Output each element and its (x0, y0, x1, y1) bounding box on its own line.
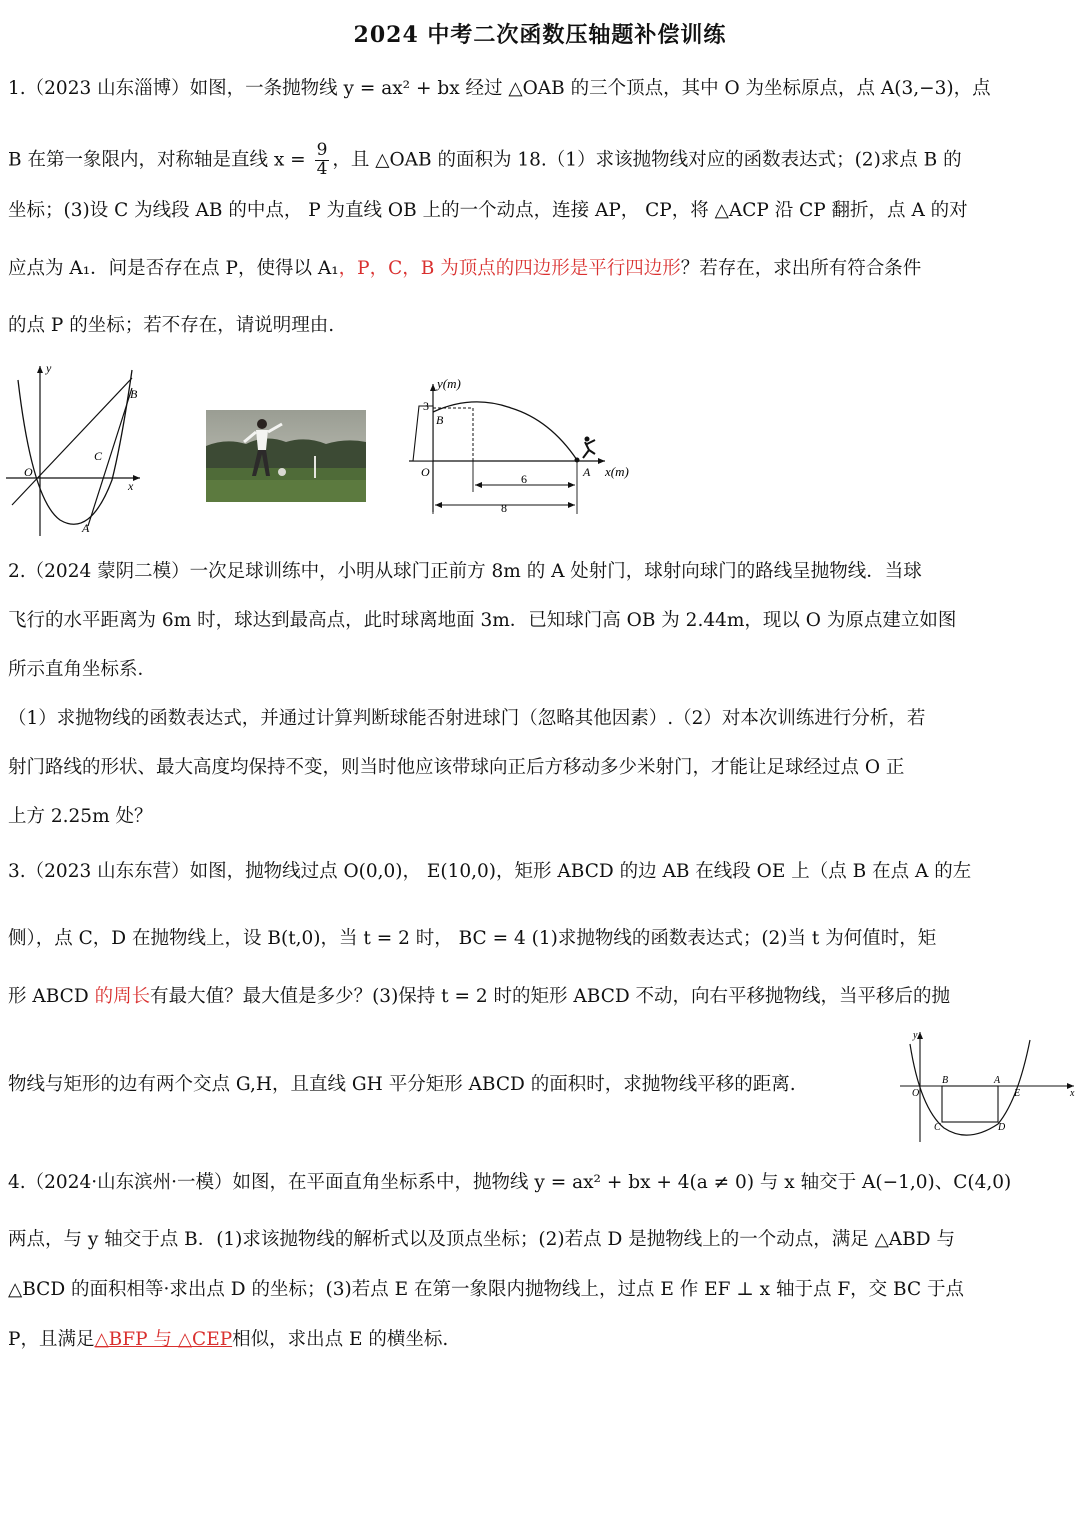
page-title: 2024 中考二次函数压轴题补偿训练 (353, 22, 727, 48)
q1-line-4-start: 应点为 A₁．问是否存在点 P，使得以 A₁ (8, 258, 339, 279)
fig3-distance-six: 6 (521, 472, 527, 486)
q1-line-1: 1.（2023 山东淄博）如图，一条抛物线 y = ax² + bx 经过 △OAB 的三个顶点，其中 O 为坐标原点，点 A(3,−3)，点 (8, 78, 991, 99)
q1-line-2 (8, 142, 962, 179)
fig1-point-a: A (82, 521, 90, 535)
fig4-y-label: y (913, 1030, 918, 1041)
fig3-distance-eight: 8 (501, 501, 507, 515)
fig4-point-d: D (998, 1122, 1006, 1133)
fig3-origin-label: O (421, 465, 430, 479)
fig3-point-a: A (583, 465, 591, 479)
q2-line-5: 射门路线的形状、最大高度均保持不变，则当时他应该带球向正后方移动多少米射门，才能让足球经过点 O 正 (8, 757, 905, 778)
q1-line-2-start: B 在第一象限内，对称轴是直线 x = (8, 149, 312, 171)
fig4-point-c: C (934, 1122, 941, 1133)
q4-line-4 (8, 1329, 448, 1351)
q2-line-1: 2.（2024 蒙阴二模）一次足球训练中，小明从球门正前方 8m 的 A 处射门，球射向球门的路线呈抛物线．当球 (8, 561, 922, 582)
fraction-denominator: 4 (316, 158, 328, 179)
figure-football-trajectory (405, 372, 645, 520)
q3-line-3-end: 有最大值？最大值是多少？(3)保持 t = 2 时的矩形 ABCD 不动，向右平移抛物线，当平移后的抛 (150, 986, 951, 1007)
q3-line-4: 物线与矩形的边有两个交点 G,H，且直线 GH 平分矩形 ABCD 的面积时，求抛物线平移的距离. (8, 1074, 796, 1095)
fig1-y-label: y (46, 361, 52, 375)
q1-line-2-end: ，且 △OAB 的面积为 18.（1）求该抛物线对应的函数表达式；(2)求点 B 的 (332, 149, 962, 171)
q4-line-4-end: 相似，求出点 E 的横坐标. (232, 1329, 449, 1350)
fig4-point-e: E (1014, 1088, 1021, 1099)
fig3-tick-three: 3 (423, 399, 429, 413)
fig1-origin-label: O (24, 465, 33, 479)
fig1-point-c: C (94, 449, 103, 463)
q1-line-3: 坐标；(3)设 C 为线段 AB 的中点， P 为直线 OB 上的一个动点，连接 AP， CP，将 △ACP 沿 CP 翻折，点 A 的对 (8, 200, 968, 221)
fig4-point-b: B (942, 1075, 949, 1086)
fig4-origin-label: O (912, 1088, 920, 1099)
q4-line-3: △BCD 的面积相等·求出点 D 的坐标；(3)若点 E 在第一象限内抛物线上，过点 E 作 EF ⊥ x 轴于点 F，交 BC 于点 (8, 1279, 965, 1300)
q3-line-2: 侧），点 C，D 在抛物线上，设 B(t,0)，当 t = 2 时， BC = 4 (1)求抛物线的函数表达式；(2)当 t 为何值时，矩 (8, 928, 937, 949)
q1-highlight: ，P，C，B 为顶点的四边形是平行四边形 (338, 258, 681, 279)
q2-line-3: 所示直角坐标系． (8, 659, 157, 680)
q4-highlight: △BFP 与 △CEP (94, 1329, 233, 1350)
fig3-y-label: y(m) (437, 376, 461, 391)
q2-line-6: 上方 2.25m 处？ (8, 806, 153, 827)
fig1-x-label: x (128, 479, 134, 493)
figure-parabola-oab (0, 360, 150, 540)
q3-line-3-start: 形 ABCD (8, 986, 95, 1007)
fig4-point-a: A (994, 1075, 1001, 1086)
q3-line-1: 3.（2023 山东东营）如图，抛物线过点 O(0,0)， E(10,0)，矩形 ABCD 的边 AB 在线段 OE 上（点 B 在点 A 的左 (8, 861, 972, 882)
fig1-point-b: B (130, 387, 138, 401)
figure-parabola-rectangle (898, 1028, 1078, 1144)
football-photo (206, 410, 366, 502)
fraction-numerator: 9 (316, 140, 328, 160)
q4-line-1: 4.（2024·山东滨州·一模）如图，在平面直角坐标系中，抛物线 y = ax² + bx + 4(a ≠ 0) 与 x 轴交于 A(−1,0)、C(4,0) (8, 1172, 1012, 1193)
q1-line-5: 的点 P 的坐标；若不存在，请说明理由. (8, 315, 335, 336)
q1-line-4-end: ？若存在，求出所有符合条件 (680, 258, 922, 279)
q2-line-2: 飞行的水平距离为 6m 时，球达到最高点，此时球离地面 3m．已知球门高 OB 为 2.44m，现以 O 为原点建立如图 (8, 610, 957, 631)
fig4-x-label: x (1070, 1088, 1075, 1099)
q1-line-4 (8, 258, 921, 280)
q4-line-4-start: P，且满足 (8, 1329, 95, 1350)
fig3-x-label: x(m) (605, 464, 629, 479)
q3-line-3 (8, 986, 950, 1008)
fraction-nine-quarters (315, 142, 330, 179)
q3-highlight: 的周长 (94, 986, 151, 1007)
fig3-point-b: B (436, 413, 444, 427)
q4-line-2: 两点，与 y 轴交于点 B．(1)求该抛物线的解析式以及顶点坐标；(2)若点 D 是抛物线上的一个动点，满足 △ABD 与 (8, 1229, 955, 1250)
q2-line-4: （1）求抛物线的函数表达式，并通过计算判断球能否射进球门（忽略其他因素）.（2）对本次训练进行分析，若 (8, 708, 926, 729)
